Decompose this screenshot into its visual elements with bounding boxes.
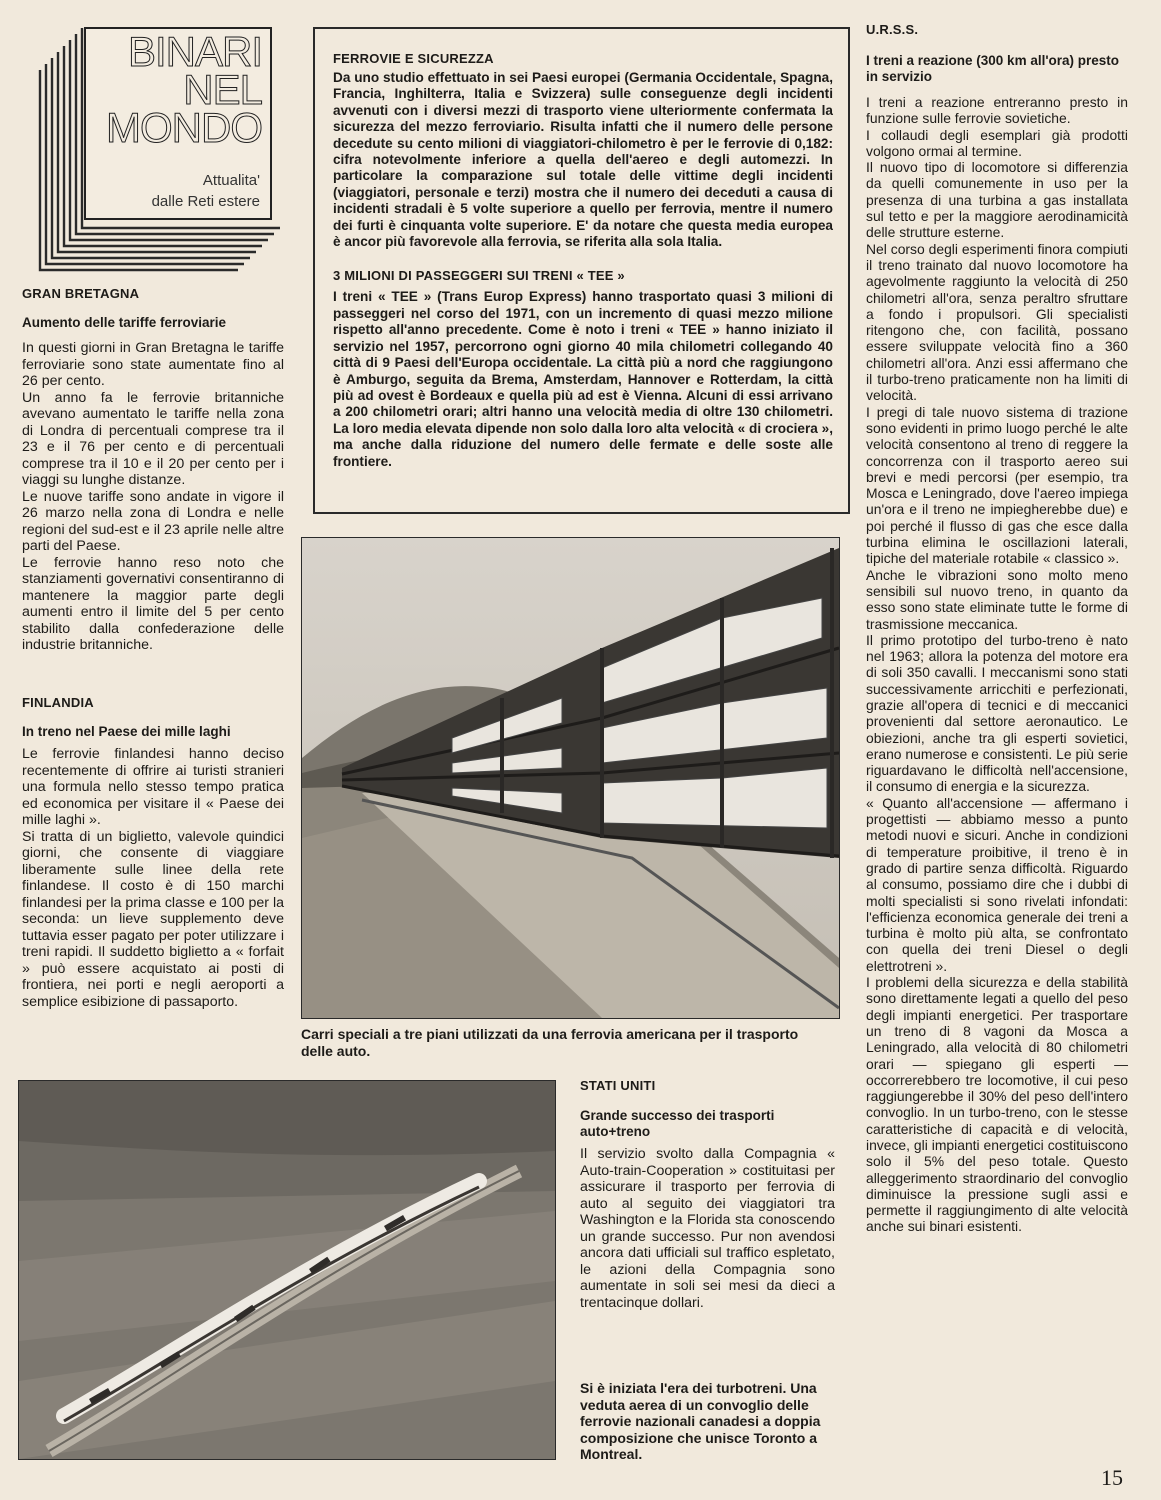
photo-caption-car-transporter: Carri speciali a tre piani utilizzati da una ferrovia americana per il trasporto delle auto.: [301, 1026, 799, 1059]
paragraph: Anche le vibrazioni sono molto meno sensibili sul nuovo treno, in quanto da esso sono state eliminate tutte le forme di trasmissione meccanica.: [866, 566, 1128, 632]
article-title-gran-bretagna: Aumento delle tariffe ferroviarie: [22, 315, 227, 330]
paragraph: Da uno studio effettuato in sei Paesi europei (Germania Occidentale, Spagna, Francia, Inghilterra, Italia e Svizzera) sulle conseguenze degli incidenti avvenuti con i diversi mezzi di trasporto viene ulteriormente confermata la sicurezza del mezzo ferroviario. Risulta infatti che il numero delle persone decedute su cento milioni di viaggiatori-chilometro è per le ferrovie di 0,182: cifra notevolmente inferiore a quella dell'aereo e degli automezzi. In particolare la comparazione sul totale delle vittime degli incidenti (viaggiatori, personale e terzi) mostra che il numero dei deceduti a causa di incidenti stradali è 5 volte superiore a quello per ferrovia, mentre il numero dei furti è cinquanta volte superiore. E' da notare che questa media europea è ancor più favorevole alla ferrovia, se riferita alla sola Italia.: [333, 70, 833, 250]
paragraph: Le nuove tariffe sono andate in vigore il 26 marzo nella zona di Londra e nelle regioni del sud-est e il 23 aprile nelle altre parti del Paese.: [22, 488, 284, 554]
paragraph: Si tratta di un biglietto, valevole quindici giorni, che consente di viaggiare liberamente sulle linee della rete finlandese. Il costo è di 150 marchi finlandesi per la prima classe e 100 per la seconda: un lieve supplemento deve tuttavia esser pagato per poter utilizzare i treni rapidi. Il suddetto biglietto a « forfait » può essere acquistato ai posti di frontiera, nei porti e negli aeroporti a semplice esibizione di passaporto.: [22, 828, 284, 1010]
section-heading-ferrovie-sicurezza: FERROVIE E SICUREZZA: [333, 51, 494, 66]
paragraph: I problemi della sicurezza e della stabilità sono direttamente legati a quello del peso degli impianti energetici. Per trasportare un treno di 8 vagoni da Mosca a Leningrado, alla velocità di 80 chilometri orari — spiegano gli esperti — occorrerebbero tre locomotive, il cui peso raggiungerebbe il 30% del peso dell'intero convoglio. In un turbo-treno, con le stesse caratteristiche di capacità e di velocità, invece, gli impianti energetici costituiscono solo il 5% del peso totale. Questo alleggerimento straordinario del convoglio diminuisce la pressione sugli assi e permette il raggiungimento di alte velocità anche sui binari esistenti.: [866, 974, 1128, 1235]
article-title-finlandia: In treno nel Paese dei mille laghi: [22, 724, 231, 739]
article-title-stati-uniti: Grande successo dei trasporti auto+treno: [580, 1108, 775, 1139]
paragraph: Un anno fa le ferrovie britanniche avevano aumentato le tariffe nella zona di Londra di percentuali comprese tra il 23 e il 76 per cento e di percentuali comprese tra il 10 e il 20 per cento per i viaggi su lunghe distanze.: [22, 389, 284, 488]
paragraph: Il nuovo tipo di locomotore si differenzia da quelli comunemente in uso per la presenza di una turbina a gas installata sul tetto e per la maggiore aerodinamicità delle strutture esterne.: [866, 159, 1128, 241]
paragraph: I treni « TEE » (Trans Europ Express) hanno trasportato quasi 3 milioni di passeggeri nel corso del 1971, con un incremento di quasi mezzo milione rispetto all'anno precedente. Come è noto i treni « TEE » hanno iniziato il servizio nel 1957, percorrono ogni giorno 40 mila chilometri collegando 40 città di 9 Paesi dell'Europa occidentale. La città più a nord che raggiungono è Amburgo, seguita da Brema, Amsterdam, Hannover e Rotterdam, la città più ad ovest è Bordeaux e quella più ad est è Vienna. Alcuni di essi arrivano a 200 chilometri orari; altri hanno una velocità media di oltre 130 chilometri. La loro media elevata dipende non solo dalla loro alta velocità « di crociera », ma anche dalla riduzione del numero delle fermate e delle soste alle frontiere.: [333, 289, 833, 469]
paragraph: Il servizio svolto dalla Compagnia « Auto-train-Cooperation » costituitasi per assicurare il trasporto per ferrovia di auto al seguito dei viaggiatori tra Washington e la Florida sta conoscendo un grande successo. Pur non avendosi ancora dati ufficiali sul traffico espletato, le azioni della Compagnia sono aumentate in soli sei mesi da dieci a trentacinque dollari.: [580, 1146, 835, 1311]
article-urss: [866, 22, 1128, 1235]
paragraph: I pregi di tale nuovo sistema di trazione sono evidenti in primo luogo perché le alte velocità consentono al treno di reggere la concorrenza con il trasporto aereo sui brevi e medi percorsi (per esempio, tra Mosca e Leningrado, dove l'aereo impiega un'ora e il treno ne impiegherebbe due) e poi perché il flusso di gas che esce dalla turbina elimina le oscillazioni laterali, tipiche del materiale rotabile « classico ».: [866, 403, 1128, 567]
car-train-illustration: [302, 538, 839, 1018]
section-heading-stati-uniti: STATI UNITI: [580, 1078, 656, 1093]
paragraph: Nel corso degli esperimenti finora compiuti il treno trainato dal nuovo locomotore ha agevolmente raggiunto la velocità di 250 chilometri all'ora, senza peraltro sfruttare a fondo i propulsori. Gli specialisti ritengono che, con facilità, possano essere sviluppate velocità fino a 360 chilometri all'ora. Anzi essi affermano che il turbo-treno praticamente non ha limiti di velocità.: [866, 240, 1128, 404]
paragraph: Le ferrovie finlandesi hanno deciso recentemente di offrire ai turisti stranieri una formula nello stesso tempo pratica ed economica per visitare il « Paese dei mille laghi ».: [22, 746, 284, 828]
page-number: 15: [1101, 1465, 1123, 1490]
paragraph: I collaudi degli esemplari già prodotti volgono ormai al termine.: [866, 126, 1128, 159]
section-logo-box: [84, 27, 272, 220]
article-title-urss: I treni a reazione (300 km all'ora) presto in servizio: [866, 53, 1120, 84]
paragraph: Il primo prototipo del turbo-treno è nato nel 1963; allora la potenza del motore era di soli 350 cavalli. I meccanismi sono stati successivamente arricchiti e perfezionati, grazie all'opera di tecnici e di meccanici provenienti dal settore aeronautico. Le obiezioni, anche tra gli esperti sovietici, erano numerose e consistenti. Le più serie riguardavano le difficoltà nell'accensione, il consumo di energia e la sicurezza.: [866, 631, 1128, 795]
photo-caption-turbotrain: Si è iniziata l'era dei turbotreni. Una veduta aerea di un convoglio delle ferrovie nazionali canadesi a doppia composizione che unisce Toronto a Montreal.: [580, 1380, 821, 1462]
section-heading-finlandia: FINLANDIA: [22, 695, 94, 710]
article-gran-bretagna: [22, 286, 284, 654]
article-finlandia: [22, 695, 284, 1010]
photo-turbotrain-aerial: [18, 1080, 556, 1460]
logo-subtitle-line2: dalle Reti estere: [151, 193, 260, 210]
logo-title-line2: NEL: [183, 66, 262, 113]
article-stati-uniti: [580, 1078, 835, 1311]
paragraph: Le ferrovie hanno reso noto che stanziamenti governativi consentiranno di mantenere la maggior parte degli aumenti entro il limite del 5 per cento stabilito dalla confederazione delle industrie britanniche.: [22, 554, 284, 653]
logo-subtitle-line1: Attualita': [202, 172, 260, 189]
logo-title-line1: BINARI: [127, 28, 262, 75]
section-heading-urss: U.R.S.S.: [866, 22, 919, 37]
boxed-news-panel: [313, 27, 850, 514]
paragraph: « Quanto all'accensione — affermano i progettisti — abbiamo messo a punto metodi nuovi e sicuri. Anche in condizioni di temperature proibitive, il treno è in grado di partire senza difficoltà. Riguardo al consumo, possiamo dire che i dubbi di molti specialisti si sono rivelati infondati: l'efficienza economica generale dei treni a turbina è molto più alta, se confrontato con quella dei treni Diesel o degli elettrotreni ».: [866, 794, 1128, 974]
paragraph: In questi giorni in Gran Bretagna le tariffe ferroviarie sono state aumentate fino al 26 per cento.: [22, 340, 284, 389]
paragraph: I treni a reazione entreranno presto in funzione sulle ferrovie sovietiche.: [866, 94, 1128, 127]
section-heading-gran-bretagna: GRAN BRETAGNA: [22, 286, 140, 301]
photo-car-transporter-train: [301, 537, 840, 1019]
section-heading-tee: 3 MILIONI DI PASSEGGERI SUI TRENI « TEE »: [333, 268, 625, 284]
turbotrain-illustration: [19, 1081, 555, 1459]
logo-title-line3: MONDO: [106, 104, 262, 151]
